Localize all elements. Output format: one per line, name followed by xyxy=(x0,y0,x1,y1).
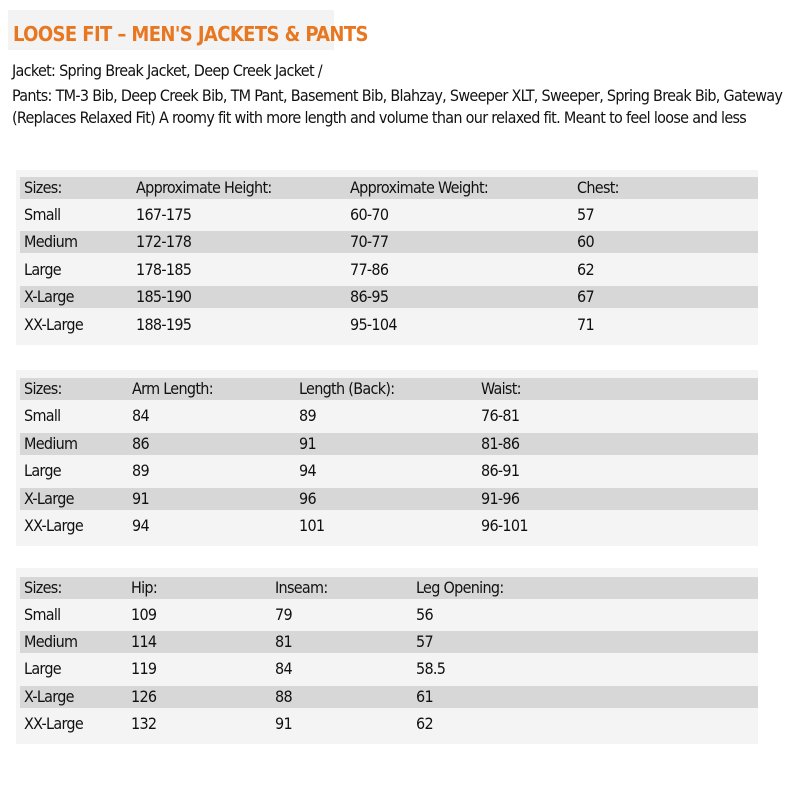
table-header-row xyxy=(20,577,758,599)
table-row xyxy=(20,405,758,427)
waist-cell: 76-81 xyxy=(481,406,520,425)
size-cell: Small xyxy=(24,406,61,425)
header-chest: Chest: xyxy=(577,178,619,197)
pants-models-line: Pants: TM-3 Bib, Deep Creek Bib, TM Pant, Basement Bib, Blahzay, Sweeper XLT, Sweeper, Spring Break Bib, Gateway xyxy=(12,86,783,105)
page-title: LOOSE FIT – MEN'S JACKETS & PANTS xyxy=(13,22,368,46)
size-cell: Small xyxy=(24,205,61,224)
chest-cell: 67 xyxy=(577,287,594,306)
waist-cell: 91-96 xyxy=(481,489,520,508)
height-cell: 188-195 xyxy=(136,315,192,334)
inseam-cell: 81 xyxy=(275,632,292,651)
size-cell: XX-Large xyxy=(24,315,83,334)
back-length-cell: 96 xyxy=(299,489,316,508)
table-row xyxy=(20,433,758,455)
size-table-jacket-measurements xyxy=(16,370,758,546)
size-cell: Small xyxy=(24,605,61,624)
hip-cell: 114 xyxy=(131,632,157,651)
hip-cell: 126 xyxy=(131,687,157,706)
jacket-models-line: Jacket: Spring Break Jacket, Deep Creek Jacket / xyxy=(12,61,322,80)
size-cell: Large xyxy=(24,659,61,678)
header-hip: Hip: xyxy=(131,578,158,597)
hip-cell: 132 xyxy=(131,714,157,733)
table-header-row xyxy=(20,378,758,400)
leg-opening-cell: 56 xyxy=(416,605,433,624)
table-row xyxy=(20,286,758,308)
table-row xyxy=(20,204,758,226)
table-row xyxy=(20,231,758,253)
arm-length-cell: 94 xyxy=(132,516,149,535)
height-cell: 185-190 xyxy=(136,287,192,306)
size-table-pant-measurements xyxy=(16,568,758,744)
size-cell: Medium xyxy=(24,232,78,251)
header-sizes: Sizes: xyxy=(24,178,62,197)
header-waist: Waist: xyxy=(481,379,521,398)
chest-cell: 57 xyxy=(577,205,594,224)
size-cell: X-Large xyxy=(24,489,74,508)
arm-length-cell: 91 xyxy=(132,489,149,508)
table-row xyxy=(20,686,758,708)
table-row xyxy=(20,604,758,626)
weight-cell: 60-70 xyxy=(350,205,389,224)
table-row xyxy=(20,515,758,537)
header-sizes: Sizes: xyxy=(24,578,62,597)
header-arm-length: Arm Length: xyxy=(132,379,213,398)
size-cell: Medium xyxy=(24,632,78,651)
table-row xyxy=(20,259,758,281)
leg-opening-cell: 61 xyxy=(416,687,433,706)
table-row xyxy=(20,460,758,482)
arm-length-cell: 86 xyxy=(132,434,149,453)
leg-opening-cell: 58.5 xyxy=(416,659,446,678)
height-cell: 178-185 xyxy=(136,260,192,279)
chest-cell: 60 xyxy=(577,232,594,251)
inseam-cell: 91 xyxy=(275,714,292,733)
back-length-cell: 91 xyxy=(299,434,316,453)
table-row xyxy=(20,658,758,680)
size-cell: Large xyxy=(24,260,61,279)
waist-cell: 81-86 xyxy=(481,434,520,453)
size-cell: Medium xyxy=(24,434,78,453)
weight-cell: 95-104 xyxy=(350,315,397,334)
header-sizes: Sizes: xyxy=(24,379,62,398)
back-length-cell: 89 xyxy=(299,406,316,425)
size-table-body-measurements xyxy=(16,170,758,345)
height-cell: 172-178 xyxy=(136,232,192,251)
inseam-cell: 79 xyxy=(275,605,292,624)
chest-cell: 62 xyxy=(577,260,594,279)
table-row xyxy=(20,488,758,510)
height-cell: 167-175 xyxy=(136,205,192,224)
chest-cell: 71 xyxy=(577,315,594,334)
header-back-length: Length (Back): xyxy=(299,379,395,398)
weight-cell: 77-86 xyxy=(350,260,389,279)
size-cell: X-Large xyxy=(24,687,74,706)
header-height: Approximate Height: xyxy=(136,178,272,197)
header-weight: Approximate Weight: xyxy=(350,178,489,197)
back-length-cell: 94 xyxy=(299,461,316,480)
arm-length-cell: 89 xyxy=(132,461,149,480)
inseam-cell: 84 xyxy=(275,659,292,678)
inseam-cell: 88 xyxy=(275,687,292,706)
fit-description: (Replaces Relaxed Fit) A roomy fit with more length and volume than our relaxed fit. Meant to feel loose and less xyxy=(12,108,747,127)
header-leg-opening: Leg Opening: xyxy=(416,578,504,597)
header-inseam: Inseam: xyxy=(275,578,328,597)
waist-cell: 96-101 xyxy=(481,516,528,535)
size-cell: X-Large xyxy=(24,287,74,306)
leg-opening-cell: 57 xyxy=(416,632,433,651)
table-row xyxy=(20,314,758,336)
size-cell: XX-Large xyxy=(24,516,83,535)
table-row xyxy=(20,713,758,735)
table-header-row xyxy=(20,177,758,199)
arm-length-cell: 84 xyxy=(132,406,149,425)
waist-cell: 86-91 xyxy=(481,461,520,480)
size-cell: XX-Large xyxy=(24,714,83,733)
hip-cell: 119 xyxy=(131,659,157,678)
table-row xyxy=(20,631,758,653)
weight-cell: 86-95 xyxy=(350,287,389,306)
hip-cell: 109 xyxy=(131,605,157,624)
leg-opening-cell: 62 xyxy=(416,714,433,733)
weight-cell: 70-77 xyxy=(350,232,389,251)
size-cell: Large xyxy=(24,461,61,480)
back-length-cell: 101 xyxy=(299,516,325,535)
